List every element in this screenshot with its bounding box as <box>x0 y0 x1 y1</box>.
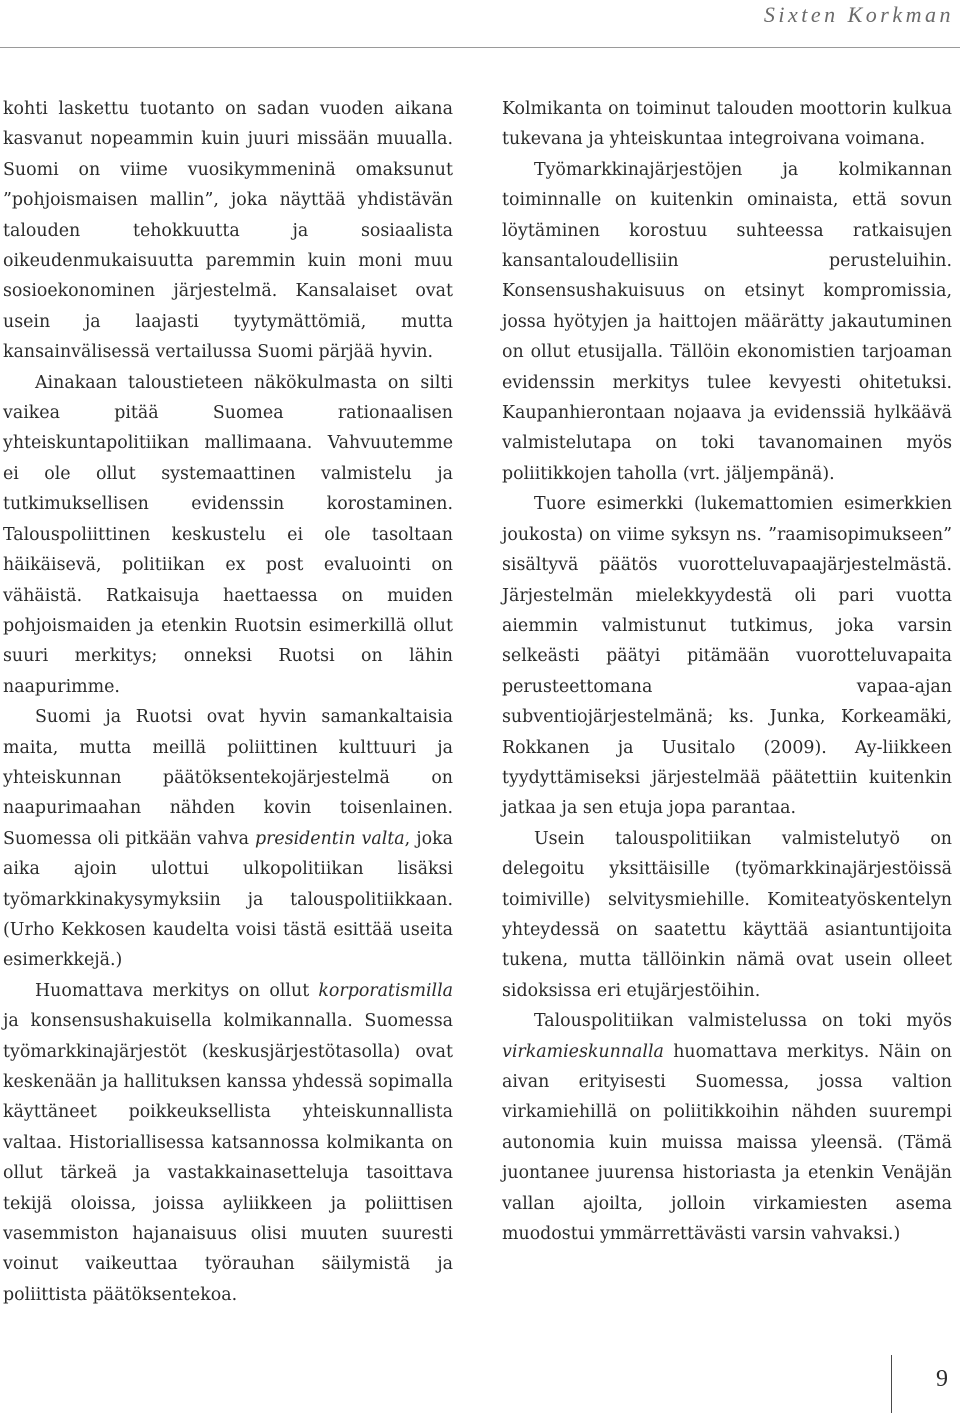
paragraph: kohti laskettu tuotanto on sadan vuoden aikana kasvanut nopeammin kuin juuri missään muualla. Suomi on viime vuosikymmeninä omaksunut ”pohjoismaisen mallin”, joka näyttää yhdistävän talouden tehokkuutta ja sosiaalista oikeudenmukaisuutta paremmin kuin moni muu sosioekonominen järjestelmä. Kansalaiset ovat usein ja laajasti tyytymättömiä, mutta kansainvälisessä vertailussa Suomi pärjää hyvin. <box>3 99 453 363</box>
paragraph <box>502 1006 952 1249</box>
paragraph <box>3 702 453 976</box>
emphasis-text: virkamieskunnalla <box>502 1041 664 1062</box>
footer-rule <box>891 1355 892 1413</box>
page-number: 9 <box>936 1366 948 1392</box>
header-rule <box>0 47 960 48</box>
emphasis-text: presidentin valta <box>254 828 405 849</box>
paragraph: Usein talouspolitiikan valmistelutyö on delegoitu yksittäisille (työmarkkinajärjestöissä toimiville) selvitysmiehille. Komiteatyöskentelyn yhteydessä on saatettu käyttää asiantuntijoita tukena, mutta tällöinkin nämä ovat usein olleet sidoksissa eri etujärjestöihin. <box>502 828 952 1001</box>
paragraph: Kolmikanta on toiminut talouden moottorin kulkua tukevana ja yhteiskuntaa integroivana voimana. <box>502 99 952 150</box>
paragraph-text: huomattava merkitys. Näin on aivan erityisesti Suomessa, jossa valtion virkamiehillä on poliitikkoihin nähden suurempi autonomia kuin muissa maissa yleensä. (Tämä juontanee juurensa historiasta ja etenkin Venäjän vallan ajoilta, jolloin virkamiesten asema muodostui ymmärrettävästi varsin vahvaksi.) <box>502 1041 952 1245</box>
paragraph: Tuore esimerkki (lukemattomien esimerkkien joukosta) on viime syksyn ns. ”raamisopimukseen” sisältyvä päätös vuorotteluvapaajärjestelmästä. Järjestelmän mielekkyydestä oli pari vuotta aiemmin valmistunut tutkimus, joka varsin selkeästi päätyi pitämään vuorotteluvapaita perusteettomana vapaa-ajan subventiojärjestelmänä; ks. Junka, Korkeamäki, Rokkanen ja Uusitalo (2009). Ay-liikkeen tyydyttämiseksi järjestelmää päätettiin kuitenkin jatkaa ja sen etuja jopa parantaa. <box>502 494 952 819</box>
running-head: Sixten Korkman <box>763 2 954 27</box>
paragraph: Työmarkkinajärjestöjen ja kolmikannan toiminnalle on kuitenkin ominaista, että sovun löytäminen korostuu suhteessa ratkaisujen kansantaloudellisiin perusteluihin. Konsensushakuisuus on etsinyt kompromissia, jossa hyötyjen ja haittojen määrätty jakautuminen on ollut etusijalla. Tällöin ekonomistien tarjoaman evidenssin merkitys tulee kevyesti ohitetuksi. Kaupanhierontaan nojaava ja evidenssiä hylkäävä valmistelutapa on toki tavanomainen myös poliitikkojen taholla (vrt. jäljempänä). <box>502 159 952 484</box>
paragraph-text: , joka aika ajoin ulottui ulkopolitiikan lisäksi työmarkkinakysymyksiin ja talouspolitiikkaan. (Urho Kekkosen kaudelta voisi tästä esittää useita esimerkkejä.) <box>3 828 453 971</box>
paragraph-text: ja konsensushakuisella kolmikannalla. Suomessa työmarkkinajärjestöt (keskusjärjestötasolla) ovat keskenään ja hallituksen kanssa yhdessä sopimalla käyttäneet poikkeuksellista yhteiskunnallista valtaa. Historiallisessa katsannossa kolmikanta on ollut tärkeä ja vastakkainasetteluja tasoittava tekijä oloissa, joissa ayliikkeen ja poliittisen vasemmiston hajanaisuus olisi muuten suuresti voinut vaikeuttaa työrauhan säilymistä ja poliittista päätöksentekoa. <box>3 1011 453 1305</box>
left-column <box>3 94 453 1310</box>
right-column <box>502 94 952 1249</box>
emphasis-text: korporatismilla <box>318 980 453 1001</box>
paragraph-text: Suomi ja Ruotsi ovat hyvin samankaltaisia maita, mutta meillä poliittinen kulttuuri ja yhteiskunnan päätöksentekojärjestelmä on naapurimaahan nähden kovin toisenlainen. Suomessa oli pitkään vahva <box>3 707 453 849</box>
paragraph-text: Talouspolitiikan valmistelussa on toki myös <box>534 1011 952 1032</box>
paragraph-text: Huomattava merkitys on ollut <box>35 980 319 1001</box>
paragraph: Ainakaan taloustieteen näkökulmasta on silti vaikea pitää Suomea rationaalisen yhteiskuntapolitiikan mallimaana. Vahvuutemme ei ole ollut systemaattinen valmistelu ja tutkimuksellisen evidenssin korostaminen. Talouspoliittinen keskustelu ei ole tasoltaan häikäisevä, politiikan ex post evaluointi on vähäistä. Ratkaisuja haettaessa on muiden pohjoismaiden ja etenkin Ruotsin esimerkillä ollut suuri merkitys; onneksi Ruotsi on lähin naapurimme. <box>3 372 453 697</box>
paragraph <box>3 976 453 1310</box>
